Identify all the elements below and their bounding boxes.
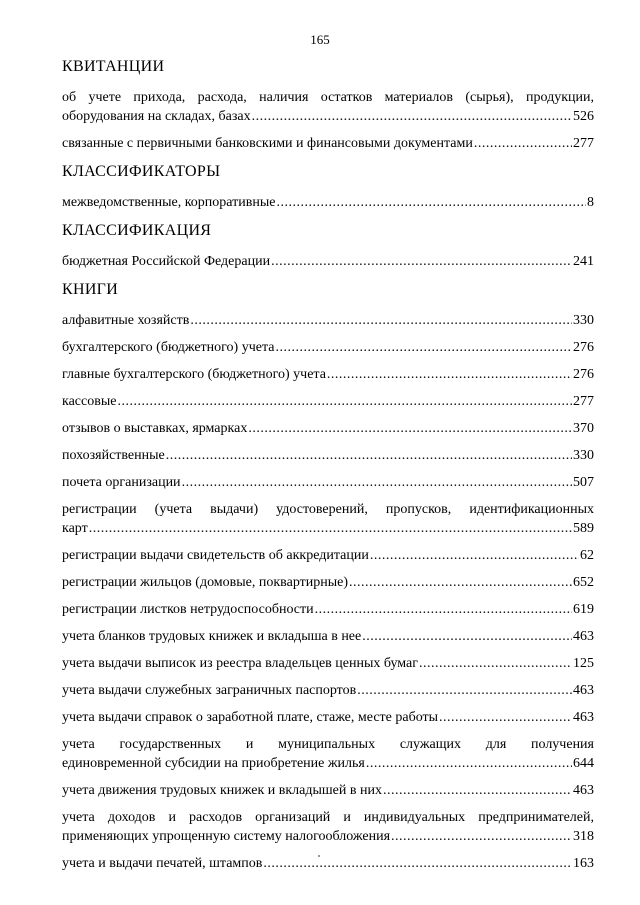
index-entry	[62, 473, 594, 492]
entry-page-ref: 276	[573, 340, 594, 355]
entry-line	[62, 754, 594, 773]
page-number: 165	[310, 32, 330, 47]
entry-line	[62, 338, 594, 357]
entry-line	[62, 546, 594, 565]
index-entry	[62, 338, 594, 357]
entry-line	[62, 573, 594, 592]
entry-term: регистрации выдачи свидетельств об аккредитации	[62, 548, 369, 563]
entry-line	[62, 654, 594, 673]
entry-line	[62, 600, 594, 619]
entry-page-ref: 652	[573, 575, 594, 590]
section-heading: КЛАССИФИКАЦИЯ	[62, 222, 212, 239]
entry-page-ref: 277	[573, 394, 594, 409]
entry-term: алфавитные хозяйств	[62, 313, 190, 328]
index-entry	[62, 500, 594, 538]
scan-speck	[318, 855, 320, 857]
entry-line	[62, 781, 594, 800]
index-entry	[62, 781, 594, 800]
entry-line	[62, 252, 594, 271]
entry-term: бухгалтерского (бюджетного) учета	[62, 340, 275, 355]
index-entry	[62, 311, 594, 330]
entry-term: учета движения трудовых книжек и вкладышей в них	[62, 783, 382, 798]
section-heading: КНИГИ	[62, 281, 119, 298]
entry-line	[62, 627, 594, 646]
dot-leader	[166, 446, 572, 465]
dot-leader	[391, 827, 572, 846]
index-entry	[62, 573, 594, 592]
section-knigi	[62, 279, 594, 873]
entry-text: учета государственных и муниципальных служащих для получения	[62, 737, 594, 752]
entry-line	[62, 311, 594, 330]
entry-page-ref: 318	[573, 829, 594, 844]
entry-text: об учете прихода, расхода, наличия остатков материалов (сырья), продукции,	[62, 90, 594, 105]
section-heading: КВИТАНЦИИ	[62, 58, 165, 75]
index-entry	[62, 854, 594, 873]
entry-page-ref: 330	[573, 313, 594, 328]
entry-term: учета и выдачи печатей, штампов	[62, 856, 263, 871]
entry-term: регистрации листков нетрудоспособности	[62, 602, 314, 617]
entry-line	[62, 193, 594, 212]
entry-line	[62, 827, 594, 846]
dot-leader	[327, 365, 572, 384]
entry-page-ref: 589	[573, 521, 594, 536]
entry-term: бюджетная Российской Федерации	[62, 254, 271, 269]
section-klassifikatsiya	[62, 220, 594, 271]
index-entry	[62, 392, 594, 411]
dot-leader	[190, 311, 572, 330]
entry-page-ref: 463	[573, 783, 594, 798]
dot-leader	[357, 681, 572, 700]
entry-page-ref: 526	[573, 109, 594, 124]
index-entry	[62, 600, 594, 619]
entry-line	[62, 446, 594, 465]
dot-leader	[276, 193, 586, 212]
entry-term: почета организации	[62, 475, 181, 490]
dot-leader	[366, 754, 572, 773]
section-klassifikatory	[62, 161, 594, 212]
entry-page-ref: 463	[573, 710, 594, 725]
entry-term: связанные с первичными банковскими и финансовыми документами	[62, 136, 473, 151]
entry-page-ref: 125	[573, 656, 594, 671]
index-entry	[62, 708, 594, 727]
dot-leader	[248, 419, 572, 438]
entry-line	[62, 473, 594, 492]
entry-term: карт	[62, 521, 88, 536]
index-entry	[62, 88, 594, 126]
entry-line	[62, 392, 594, 411]
dot-leader	[362, 627, 572, 646]
index-entry	[62, 681, 594, 700]
entry-term: учета выдачи служебных заграничных паспортов	[62, 683, 357, 698]
entry-page-ref: 163	[573, 856, 594, 871]
dot-leader	[370, 546, 579, 565]
dot-leader	[263, 854, 572, 873]
entry-term: применяющих упрощенную систему налогообложения	[62, 829, 391, 844]
entry-page-ref: 463	[573, 629, 594, 644]
index-entry	[62, 365, 594, 384]
dot-leader	[275, 338, 572, 357]
entry-term: главные бухгалтерского (бюджетного) учета	[62, 367, 326, 382]
entry-page-ref: 644	[573, 756, 594, 771]
index-entry	[62, 134, 594, 153]
entry-line	[62, 681, 594, 700]
section-heading: КЛАССИФИКАТОРЫ	[62, 163, 221, 180]
index-entry	[62, 419, 594, 438]
dot-leader	[439, 708, 572, 727]
entry-line	[62, 134, 594, 153]
entry-term: кассовые	[62, 394, 117, 409]
entry-page-ref: 619	[573, 602, 594, 617]
entry-line	[62, 365, 594, 384]
index-entry	[62, 546, 594, 565]
entry-term: единовременной субсидии на приобретение жилья	[62, 756, 365, 771]
entry-page-ref: 370	[573, 421, 594, 436]
entry-page-ref: 277	[573, 136, 594, 151]
index-entry	[62, 627, 594, 646]
entry-text: учета доходов и расходов организаций и индивидуальных предпринимателей,	[62, 810, 594, 825]
entry-term: отзывов о выставках, ярмарках	[62, 421, 248, 436]
entry-term: похозяйственные	[62, 448, 165, 463]
dot-leader	[89, 519, 572, 538]
index-entry	[62, 654, 594, 673]
index-content	[62, 56, 594, 881]
dot-leader	[383, 781, 572, 800]
entry-term: межведомственные, корпоративные	[62, 195, 276, 210]
dot-leader	[349, 573, 572, 592]
entry-page-ref: 330	[573, 448, 594, 463]
entry-page-ref: 62	[580, 548, 594, 563]
entry-line	[62, 519, 594, 538]
section-kvitantsii	[62, 56, 594, 153]
entry-line	[62, 419, 594, 438]
index-entry	[62, 193, 594, 212]
entry-term: регистрации жильцов (домовые, поквартирные)	[62, 575, 349, 590]
dot-leader	[117, 392, 572, 411]
dot-leader	[252, 107, 572, 126]
entry-line	[62, 708, 594, 727]
entry-term: учета выдачи справок о заработной плате, стаже, месте работы	[62, 710, 439, 725]
entry-page-ref: 507	[573, 475, 594, 490]
entry-text: регистрации (учета выдачи) удостоверений, пропусков, идентификационных	[62, 502, 594, 517]
entry-page-ref: 241	[573, 254, 594, 269]
index-entry	[62, 808, 594, 846]
entry-page-ref: 276	[573, 367, 594, 382]
dot-leader	[182, 473, 572, 492]
entry-line	[62, 107, 594, 126]
entry-page-ref: 463	[573, 683, 594, 698]
index-entry	[62, 252, 594, 271]
dot-leader	[315, 600, 572, 619]
entry-line	[62, 854, 594, 873]
index-entry	[62, 446, 594, 465]
index-entry	[62, 735, 594, 773]
dot-leader	[271, 252, 572, 271]
entry-page-ref: 8	[587, 195, 594, 210]
entry-term: оборудования на складах, базах	[62, 109, 251, 124]
entry-term: учета выдачи выписок из реестра владельцев ценных бумаг	[62, 656, 418, 671]
dot-leader	[474, 134, 572, 153]
entry-term: учета бланков трудовых книжек и вкладыша в нее	[62, 629, 362, 644]
dot-leader	[419, 654, 572, 673]
